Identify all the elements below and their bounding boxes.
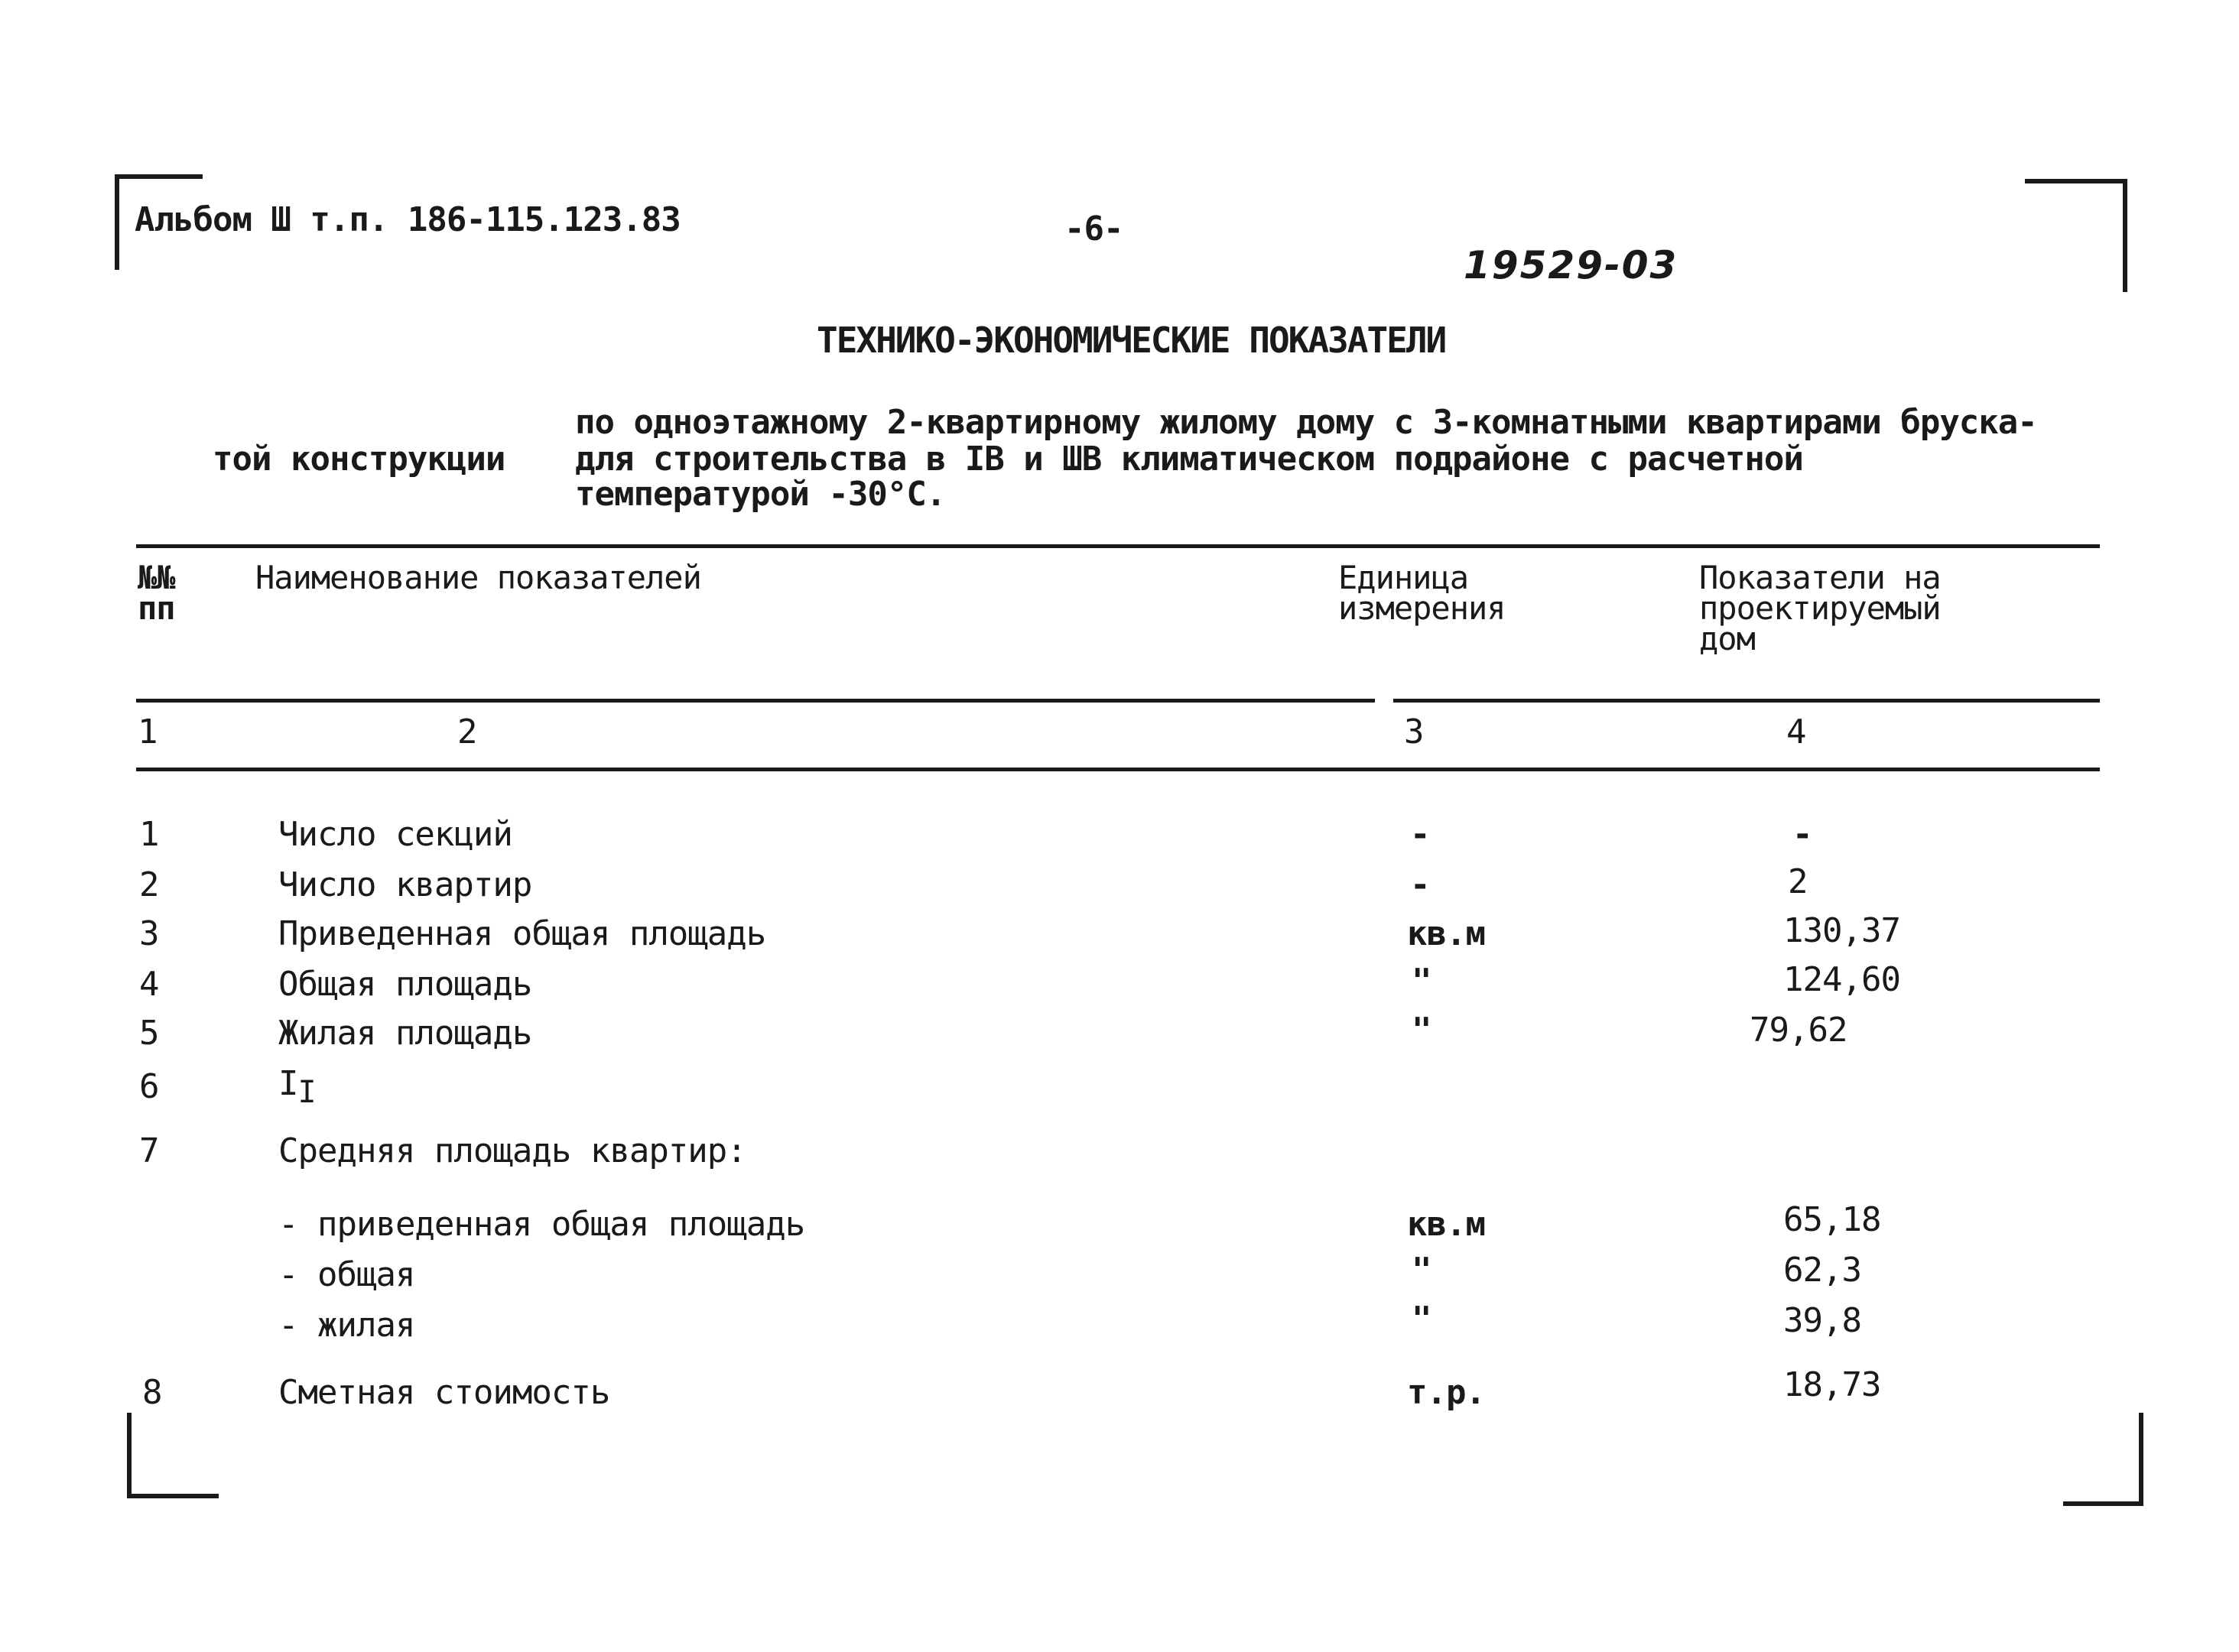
row-4-name: Общая площадь — [278, 965, 532, 1004]
subtitle-line-1: по одноэтажному 2-квартирному жилому дому с 3-комнатными квартирами бруска- — [575, 403, 2037, 442]
column-number-bottom-rule — [136, 768, 2100, 771]
column-number-2: 2 — [457, 712, 477, 751]
row-7a-name: - приведенная общая площадь — [278, 1205, 805, 1244]
row-2-value: 2 — [1788, 862, 1808, 901]
corner-bracket-bottom-left-vertical — [127, 1413, 132, 1498]
row-2-name: Число квартир — [278, 865, 532, 904]
row-7a-value: 65,18 — [1783, 1200, 1881, 1239]
corner-bracket-bottom-right-horizontal — [2063, 1501, 2143, 1506]
row-4-num: 4 — [139, 965, 159, 1004]
corner-bracket-top-left-vertical — [115, 174, 119, 270]
row-3-num: 3 — [139, 914, 159, 953]
corner-bracket-top-right-horizontal — [2025, 179, 2127, 183]
row-6-name-subscript: I — [297, 1074, 316, 1110]
row-1-unit: - — [1410, 815, 1430, 854]
row-3-name: Приведенная общая площадь — [278, 914, 766, 953]
row-7c-name: - жилая — [278, 1306, 415, 1345]
row-7-name: Средняя площадь квартир: — [278, 1131, 746, 1170]
row-7b-value: 62,3 — [1783, 1251, 1861, 1290]
row-1-num: 1 — [139, 815, 159, 854]
header-bottom-rule-right — [1393, 699, 2100, 703]
header-value-line-3: дом — [1699, 620, 1755, 657]
row-7c-value: 39,8 — [1783, 1301, 1861, 1340]
row-5-name: Жилая площадь — [278, 1014, 532, 1053]
corner-bracket-top-left-horizontal — [115, 174, 203, 179]
row-4-value: 124,60 — [1783, 960, 1900, 999]
header-num-line-1: №№ — [138, 559, 175, 596]
corner-bracket-bottom-left-horizontal — [127, 1494, 219, 1498]
page-number: -6- — [1064, 209, 1123, 248]
row-4-unit: " — [1412, 962, 1431, 1001]
row-2-unit: - — [1410, 865, 1430, 904]
corner-bracket-bottom-right-vertical — [2139, 1413, 2143, 1506]
row-6-name-main: I — [278, 1064, 298, 1103]
header-unit-line-2: измерения — [1338, 589, 1506, 627]
row-7c-unit: " — [1412, 1300, 1431, 1339]
row-6-name — [278, 1064, 316, 1110]
subtitle-line-3: температурой -30°С. — [575, 475, 946, 514]
row-8-name: Сметная стоимость — [278, 1373, 610, 1412]
column-number-1: 1 — [138, 712, 158, 751]
header-name: Наименование показателей — [255, 559, 701, 596]
header-num — [138, 559, 175, 627]
header-unit-line-1: Единица — [1338, 559, 1469, 596]
row-7b-unit: " — [1412, 1251, 1431, 1290]
column-number-4: 4 — [1786, 712, 1806, 751]
column-number-3: 3 — [1404, 712, 1424, 751]
row-2-num: 2 — [139, 865, 159, 904]
row-7a-unit: кв.м — [1407, 1205, 1485, 1244]
header-value-line-1: Показатели на — [1699, 559, 1941, 596]
header-num-line-2: пп — [138, 589, 175, 627]
header-value-line-2: проектируемый — [1699, 589, 1941, 627]
row-3-value: 130,37 — [1783, 911, 1900, 950]
subtitle-line-1-prefix: той конструкции — [213, 440, 505, 479]
table-top-rule — [136, 544, 2100, 548]
row-1-name: Число секций — [278, 815, 512, 854]
row-6-num: 6 — [139, 1067, 159, 1106]
header-value — [1699, 559, 1941, 657]
row-1-value: - — [1792, 815, 1812, 854]
corner-bracket-top-right-vertical — [2123, 179, 2127, 292]
subtitle-line-2: для строительства в IB и ШВ климатическом подрайоне с расчетной — [575, 440, 1803, 479]
row-5-unit: " — [1412, 1011, 1431, 1050]
row-7b-name: - общая — [278, 1255, 415, 1294]
row-8-value: 18,73 — [1783, 1365, 1881, 1404]
header-unit — [1338, 559, 1506, 627]
row-5-num: 5 — [139, 1014, 159, 1053]
row-7-num: 7 — [139, 1131, 159, 1170]
row-5-value: 79,62 — [1750, 1011, 1847, 1050]
row-8-unit: т.р. — [1407, 1373, 1485, 1412]
header-bottom-rule-left — [136, 699, 1375, 703]
document-stamp-number: 19529-03 — [1464, 243, 1678, 287]
row-3-unit: кв.м — [1407, 914, 1485, 953]
page-title: ТЕХНИКО-ЭКОНОМИЧЕСКИЕ ПОКАЗАТЕЛИ — [817, 320, 1446, 361]
album-reference: Альбом Ш т.п. 186-115.123.83 — [135, 200, 681, 239]
row-8-num: 8 — [142, 1373, 162, 1412]
